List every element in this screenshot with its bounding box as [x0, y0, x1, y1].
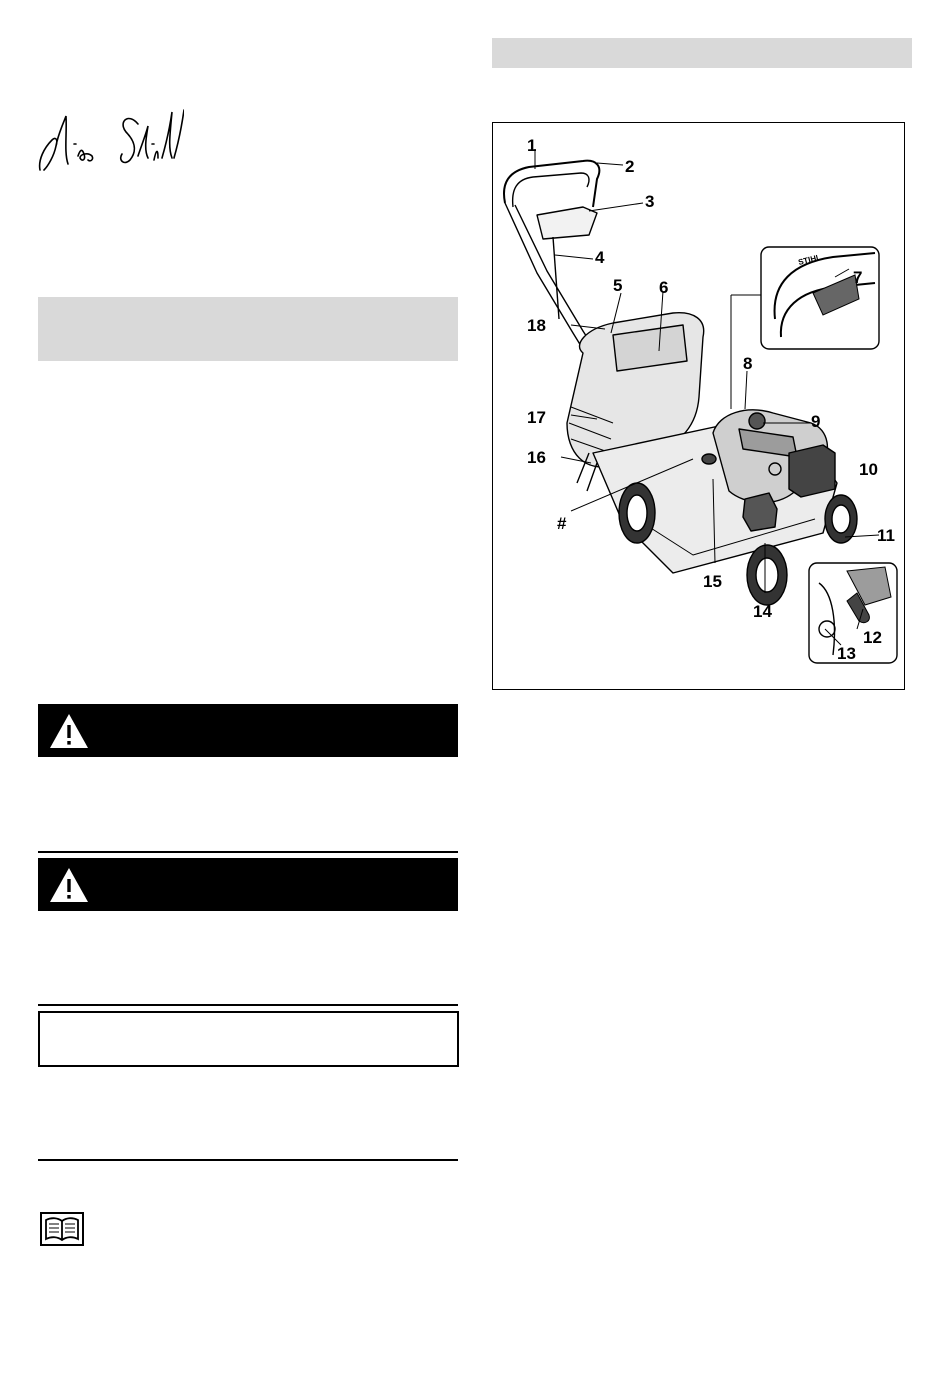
- callout-13: 13: [837, 644, 856, 663]
- callout-5: 5: [613, 276, 623, 295]
- warning-triangle-icon: [48, 865, 90, 905]
- callout-18: 18: [527, 316, 546, 335]
- callout-17: 17: [527, 408, 546, 427]
- callout-4: 4: [595, 248, 605, 267]
- lawn-mower-diagram: [492, 122, 905, 690]
- divider-3: [38, 1159, 458, 1161]
- section-header-bar-right: [492, 38, 912, 68]
- callout-12: 12: [863, 628, 882, 647]
- callout-8: 8: [743, 354, 753, 373]
- callout-2: 2: [625, 157, 635, 176]
- callout-15: 15: [703, 572, 722, 591]
- callout-11: 11: [877, 526, 895, 545]
- inset-brand-label: STIHL: [797, 252, 822, 267]
- callout-1: 1: [527, 136, 537, 155]
- callout-7: 7: [853, 268, 863, 287]
- warning-triangle-icon: [48, 711, 90, 751]
- open-book-icon: [40, 1212, 84, 1246]
- signature: [34, 104, 184, 184]
- callout-14: 14: [753, 602, 772, 621]
- section-header-bar-left: [38, 297, 458, 361]
- callout-hash: #: [557, 514, 567, 533]
- callout-10: 10: [859, 460, 878, 479]
- divider-2: [38, 1004, 458, 1006]
- warning-banner-2: [38, 858, 458, 911]
- callout-16: 16: [527, 448, 546, 467]
- signature-graphic: [34, 104, 184, 184]
- divider-1: [38, 851, 458, 853]
- callout-9: 9: [811, 412, 821, 431]
- callout-6: 6: [659, 278, 669, 297]
- lawn-mower-illustration: [493, 123, 904, 689]
- callout-3: 3: [645, 192, 655, 211]
- warning-banner-1: [38, 704, 458, 757]
- notice-box: [38, 1011, 459, 1067]
